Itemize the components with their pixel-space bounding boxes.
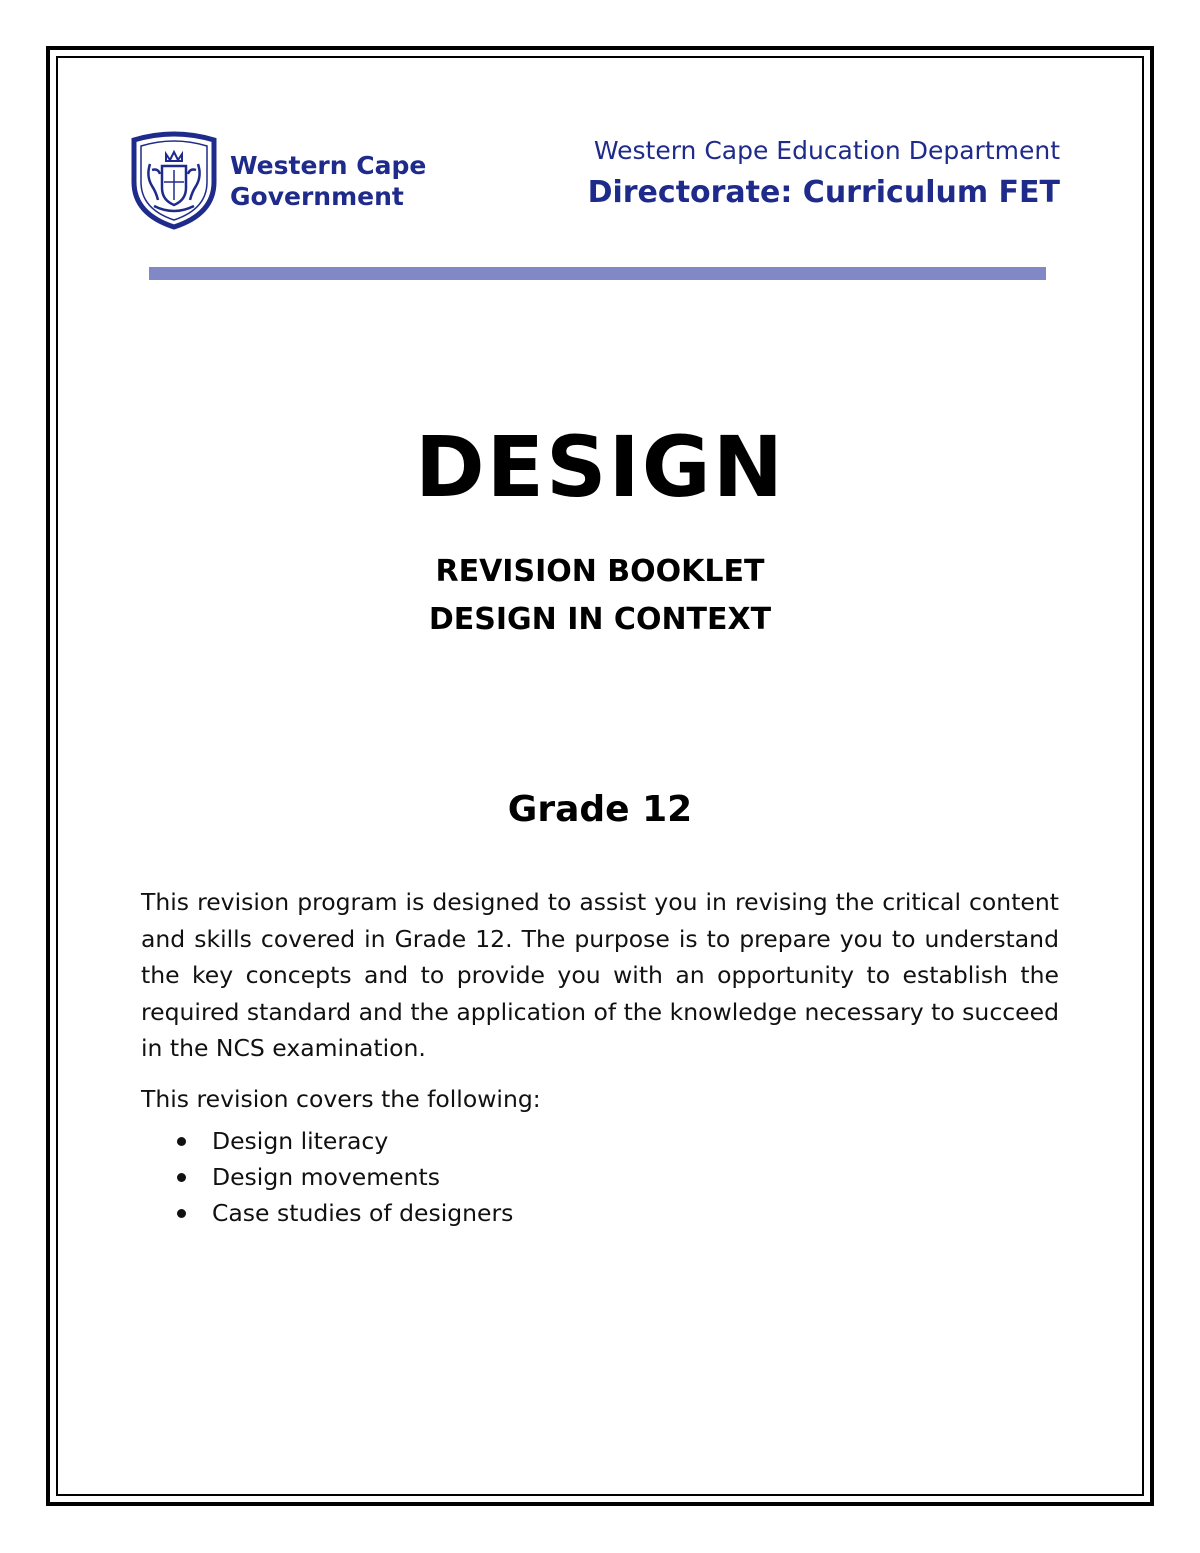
covers-heading: This revision covers the following: — [141, 1084, 541, 1113]
list-item-label: Design literacy — [212, 1127, 389, 1155]
subtitle-line-1: REVISION BOOKLET — [435, 554, 765, 589]
intro-paragraph: This revision program is designed to assist you in revising the critical content and skills covered in Grade 12. The purpose is to prepare you to understand the key concepts and to provide you with an opportunity to establish the required standard and the application of the knowledge necessary to succeed in the NCS examination. — [141, 888, 1059, 1062]
bullet-icon — [177, 1173, 186, 1182]
subtitle-line-2: DESIGN IN CONTEXT — [428, 602, 772, 637]
list-item-label: Case studies of designers — [212, 1199, 514, 1227]
department-name: Western Cape Education Department — [593, 136, 1060, 165]
logo-wordmark — [230, 150, 426, 212]
western-cape-government-logo — [128, 130, 448, 230]
header-divider — [149, 267, 1046, 280]
topic-list — [141, 1123, 1059, 1231]
list-item-label: Design movements — [212, 1163, 440, 1191]
logo-line-2: Government — [230, 182, 404, 211]
department-header — [588, 134, 1060, 216]
list-item — [141, 1159, 1059, 1195]
list-item — [141, 1195, 1059, 1231]
logo-line-1: Western Cape — [230, 151, 427, 180]
grade-label: Grade 12 — [507, 789, 693, 830]
coat-of-arms-icon — [128, 130, 220, 230]
bullet-icon — [177, 1137, 186, 1146]
bullet-icon — [177, 1209, 186, 1218]
subtitle — [0, 548, 1200, 644]
directorate-name: Directorate: Curriculum FET — [587, 175, 1060, 210]
list-item — [141, 1123, 1059, 1159]
body-content — [141, 884, 1059, 1231]
page-title: DESIGN — [414, 418, 786, 516]
